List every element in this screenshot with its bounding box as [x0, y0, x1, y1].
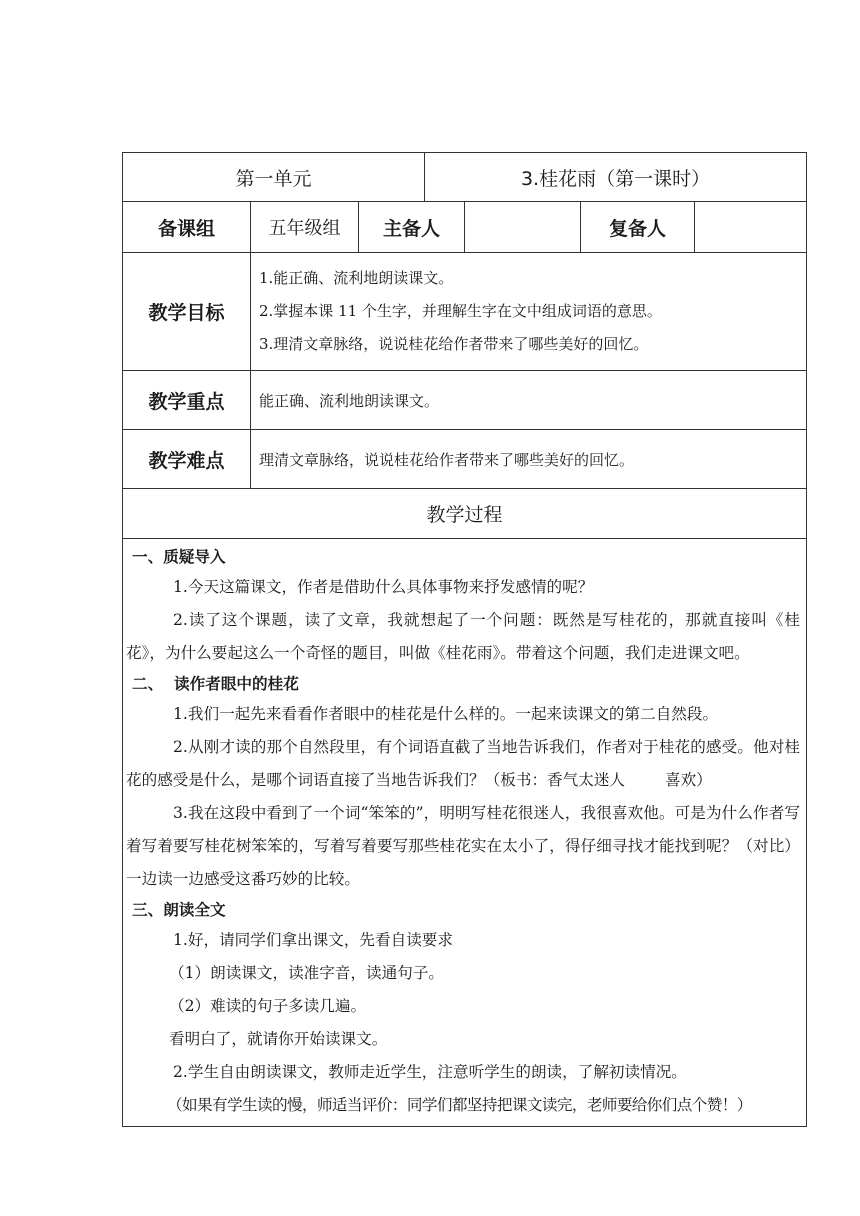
focus-row [123, 371, 807, 430]
goal-item: 3.理清文章脉络，说说桂花给作者带来了哪些美好的回忆。 [259, 335, 649, 353]
goal-item: 1.能正确、流利地朗读课文。 [259, 269, 454, 287]
paragraph: 2.学生自由朗读课文，教师走近学生，注意听学生的朗读，了解初读情况。 [173, 1063, 687, 1081]
prep-row [123, 202, 807, 253]
lesson-plan-table [122, 152, 807, 1127]
main-preparer-value [465, 202, 581, 253]
paragraph: 1.好，请同学们拿出课文，先看自读要求 [173, 931, 453, 949]
goals-label: 教学目标 [123, 253, 251, 371]
paragraph: 1.今天这篇课文，作者是借助什么具体事物来抒发感情的呢？ [173, 578, 594, 596]
lesson-title: 3.桂花雨（第一课时） [425, 153, 807, 202]
prep-group-value: 五年级组 [251, 202, 359, 253]
header-row [123, 153, 807, 202]
difficulty-label: 教学难点 [123, 430, 251, 489]
paragraph: 3.我在这段中看到了一个词“笨笨的”，明明写桂花很迷人，我很喜欢他。可是为什么作者写着写着要写桂花树笨笨的，写着写着要写那些桂花实在太小了，得仔细寻找才能找到呢？（对比）一边读一边感受这番巧妙的比较。 [126, 804, 801, 888]
focus-text: 能正确、流利地朗读课文。 [251, 371, 807, 430]
process-content-row [123, 539, 807, 1127]
paragraph: （1）朗读课文，读准字音，读通句子。 [169, 964, 445, 982]
process-title-row [123, 489, 807, 539]
process-content [123, 539, 807, 1127]
prep-group-label: 备课组 [123, 202, 251, 253]
difficulty-text: 理清文章脉络，说说桂花给作者带来了哪些美好的回忆。 [251, 430, 807, 489]
paragraph: 看明白了，就请你开始读课文。 [169, 1030, 388, 1048]
section-heading: 三、朗读全文 [132, 901, 226, 919]
paragraph: 1.我们一起先来看看作者眼中的桂花是什么样的。一起来读课文的第二自然段。 [173, 705, 719, 723]
paragraph-text: 喜欢） [665, 771, 712, 789]
section-heading: 二、 读作者眼中的桂花 [132, 675, 299, 693]
paragraph-text: 2.从刚才读的那个自然段里，有个词语直截了当地告诉我们，作者对于桂花的感受。他对桂花的感受是什么，是哪个词语直接了当地告诉我们？（板书：香气太迷人 [126, 738, 801, 789]
paragraph: （如果有学生读的慢，师适当评价：同学们都坚持把课文读完，老师要给你们点个赞！） [167, 1096, 752, 1114]
paragraph: 2.读了这个课题，读了文章，我就想起了一个问题：既然是写桂花的，那就直接叫《桂花》，为什么要起这么一个奇怪的题目，叫做《桂花雨》。带着这个问题，我们走进课文吧。 [126, 611, 801, 662]
paragraph [123, 731, 806, 797]
difficulty-row [123, 430, 807, 489]
reviewer-label: 复备人 [581, 202, 695, 253]
main-preparer-label: 主备人 [359, 202, 465, 253]
unit-title: 第一单元 [123, 153, 425, 202]
process-title: 教学过程 [123, 489, 807, 539]
goals-list [251, 253, 807, 371]
reviewer-value [695, 202, 807, 253]
goals-row [123, 253, 807, 371]
focus-label: 教学重点 [123, 371, 251, 430]
section-heading: 一、质疑导入 [132, 548, 226, 566]
paragraph: （2）难读的句子多读几遍。 [169, 997, 367, 1015]
goal-item: 2.掌握本课 11 个生字，并理解生字在文中组成词语的意思。 [259, 302, 662, 320]
